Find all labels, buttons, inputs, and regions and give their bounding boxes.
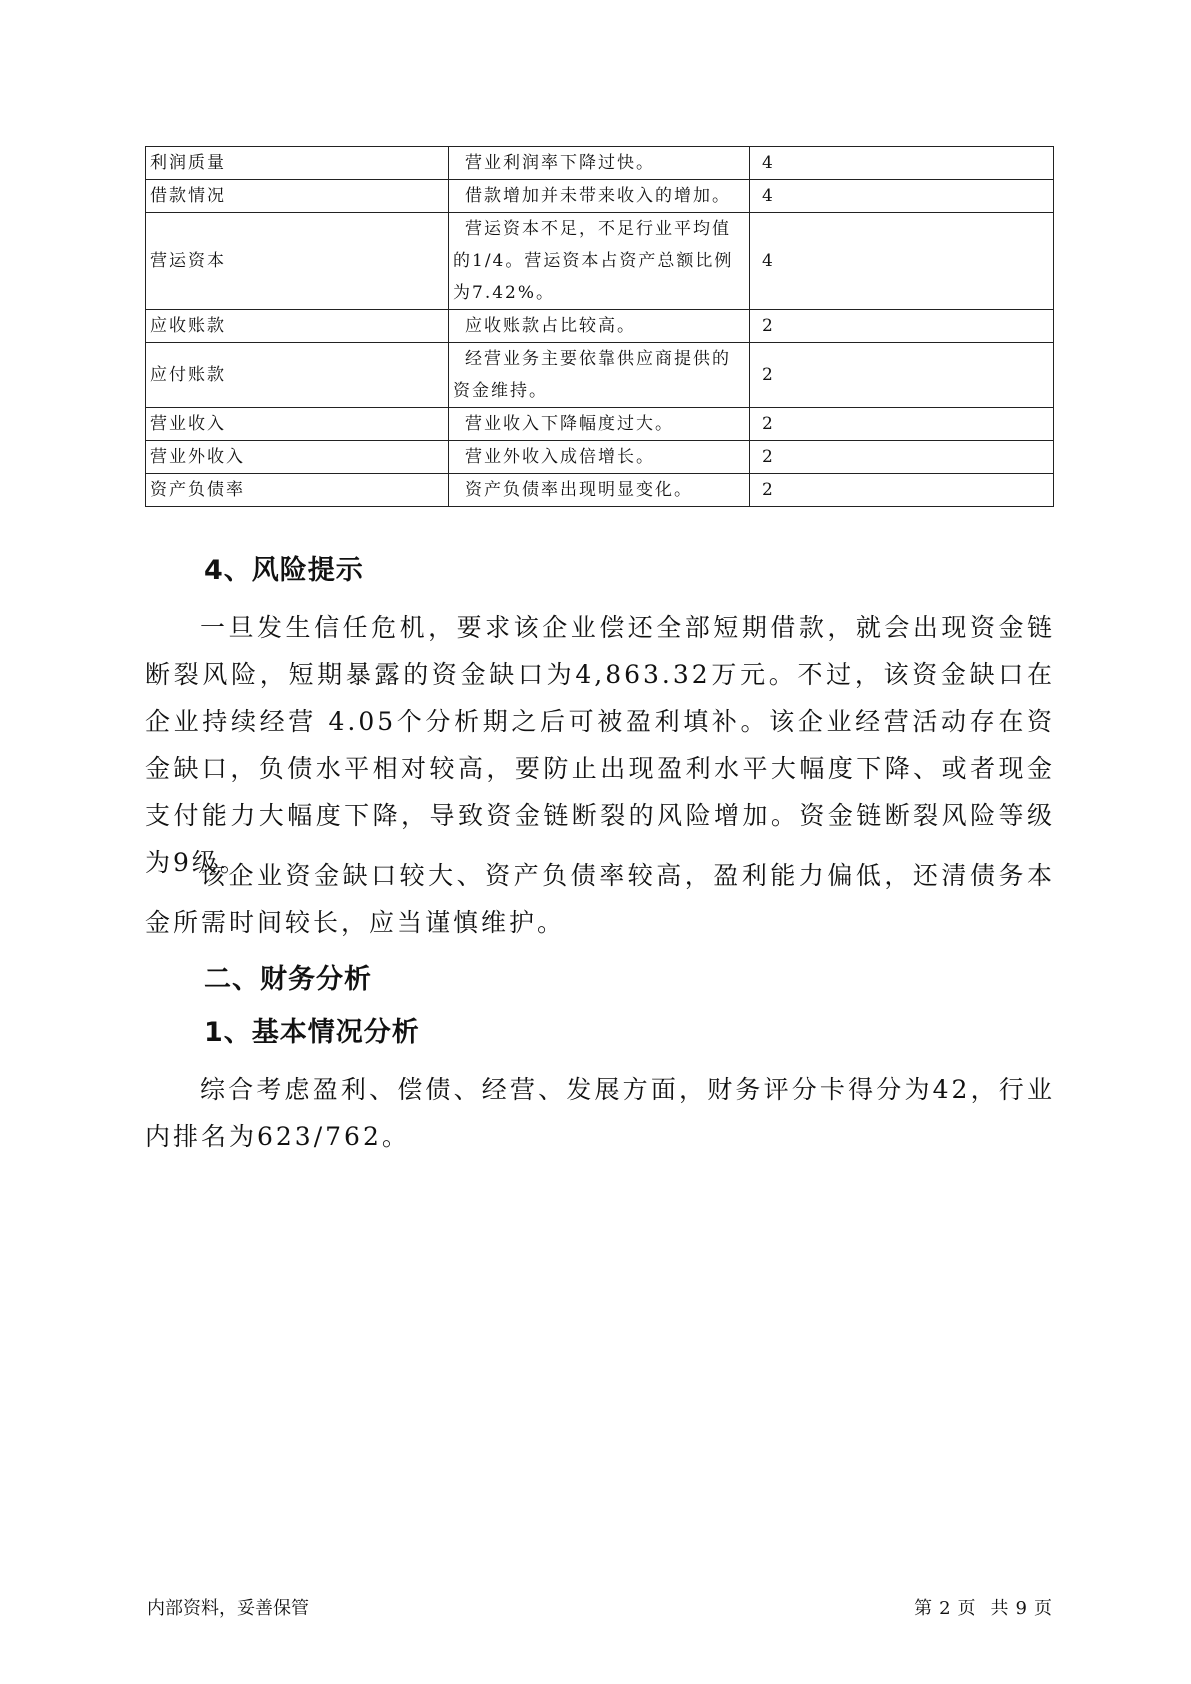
risk-reason-text: 资产负债率出现明显变化。: [465, 480, 693, 500]
risk-score-cell: 4: [750, 180, 1054, 213]
risk-score-cell: 4: [750, 213, 1054, 310]
risk-reason-text: 应收账款占比较高。: [465, 316, 636, 336]
table-row: [146, 474, 1054, 507]
risk-score-cell: 2: [750, 310, 1054, 343]
financial-analysis-heading: 二、财务分析: [204, 964, 372, 995]
risk-reason-cell: [449, 343, 750, 408]
risk-warning-heading: 4、风险提示: [204, 555, 364, 586]
total-pages: 9: [1015, 1598, 1028, 1619]
risk-reason-text: 借款增加并未带来收入的增加。: [465, 186, 731, 206]
total-prefix: 共: [990, 1598, 1010, 1619]
risk-reason-cell: [449, 408, 750, 441]
table-row: [146, 180, 1054, 213]
page-unit: 页: [957, 1598, 977, 1619]
basic-analysis-heading: 1、基本情况分析: [204, 1017, 420, 1048]
risk-item-cell: 借款情况: [146, 180, 449, 213]
current-page: 2: [939, 1598, 952, 1619]
risk-score-cell: 2: [750, 441, 1054, 474]
risk-factor-table: [145, 146, 1054, 507]
table-row: [146, 441, 1054, 474]
risk-item-cell: 营业外收入: [146, 441, 449, 474]
risk-reason-cell: [449, 213, 750, 310]
risk-reason-text: 营业利润率下降过快。: [465, 153, 655, 173]
risk-warning-paragraph: 一旦发生信任危机，要求该企业偿还全部短期借款，就会出现资金链断裂风险，短期暴露的资金缺口为4,863.32万元。不过，该资金缺口在企业持续经营 4.05个分析期之后可被盈利填补。该企业经营活动存在资金缺口，负债水平相对较高，要防止出现盈利水平大幅度下降、或者现金支付能力大幅度下降，导致资金链断裂的风险增加。资金链断裂风险等级为9级。: [145, 613, 1055, 877]
confidential-notice: 内部资料，妥善保管: [147, 1598, 309, 1619]
risk-item-cell: 利润质量: [146, 147, 449, 180]
risk-item-cell: 营运资本: [146, 213, 449, 310]
table-row: [146, 343, 1054, 408]
risk-reason-cell: [449, 474, 750, 507]
risk-item-cell: 资产负债率: [146, 474, 449, 507]
page-number: [908, 1594, 1053, 1620]
risk-score-cell: 2: [750, 474, 1054, 507]
total-unit: 页: [1034, 1598, 1053, 1619]
risk-reason-text: 营业外收入成倍增长。: [465, 447, 655, 467]
risk-score-cell: 4: [750, 147, 1054, 180]
risk-item-cell: 营业收入: [146, 408, 449, 441]
risk-reason-cell: [449, 147, 750, 180]
risk-summary-paragraph: 该企业资金缺口较大、资产负债率较高，盈利能力偏低，还清债务本金所需时间较长，应当谨慎维护。: [145, 861, 1055, 937]
table-row: [146, 310, 1054, 343]
table-row: [146, 213, 1054, 310]
risk-score-cell: 2: [750, 408, 1054, 441]
risk-item-cell: 应收账款: [146, 310, 449, 343]
risk-score-cell: 2: [750, 343, 1054, 408]
risk-reason-cell: [449, 441, 750, 474]
page-prefix: 第: [914, 1598, 934, 1619]
risk-reason-text: 经营业务主要依靠供应商提供的资金维持。: [453, 349, 731, 401]
risk-reason-cell: [449, 180, 750, 213]
risk-item-cell: 应付账款: [146, 343, 449, 408]
risk-reason-cell: [449, 310, 750, 343]
table-row: [146, 408, 1054, 441]
risk-reason-text: 营运资本不足，不足行业平均值的1/4。营运资本占资产总额比例为7.42%。: [453, 219, 734, 303]
basic-analysis-paragraph: 综合考虑盈利、偿债、经营、发展方面，财务评分卡得分为42，行业内排名为623/762。: [145, 1075, 1055, 1151]
table-row: [146, 147, 1054, 180]
risk-reason-text: 营业收入下降幅度过大。: [465, 414, 674, 434]
